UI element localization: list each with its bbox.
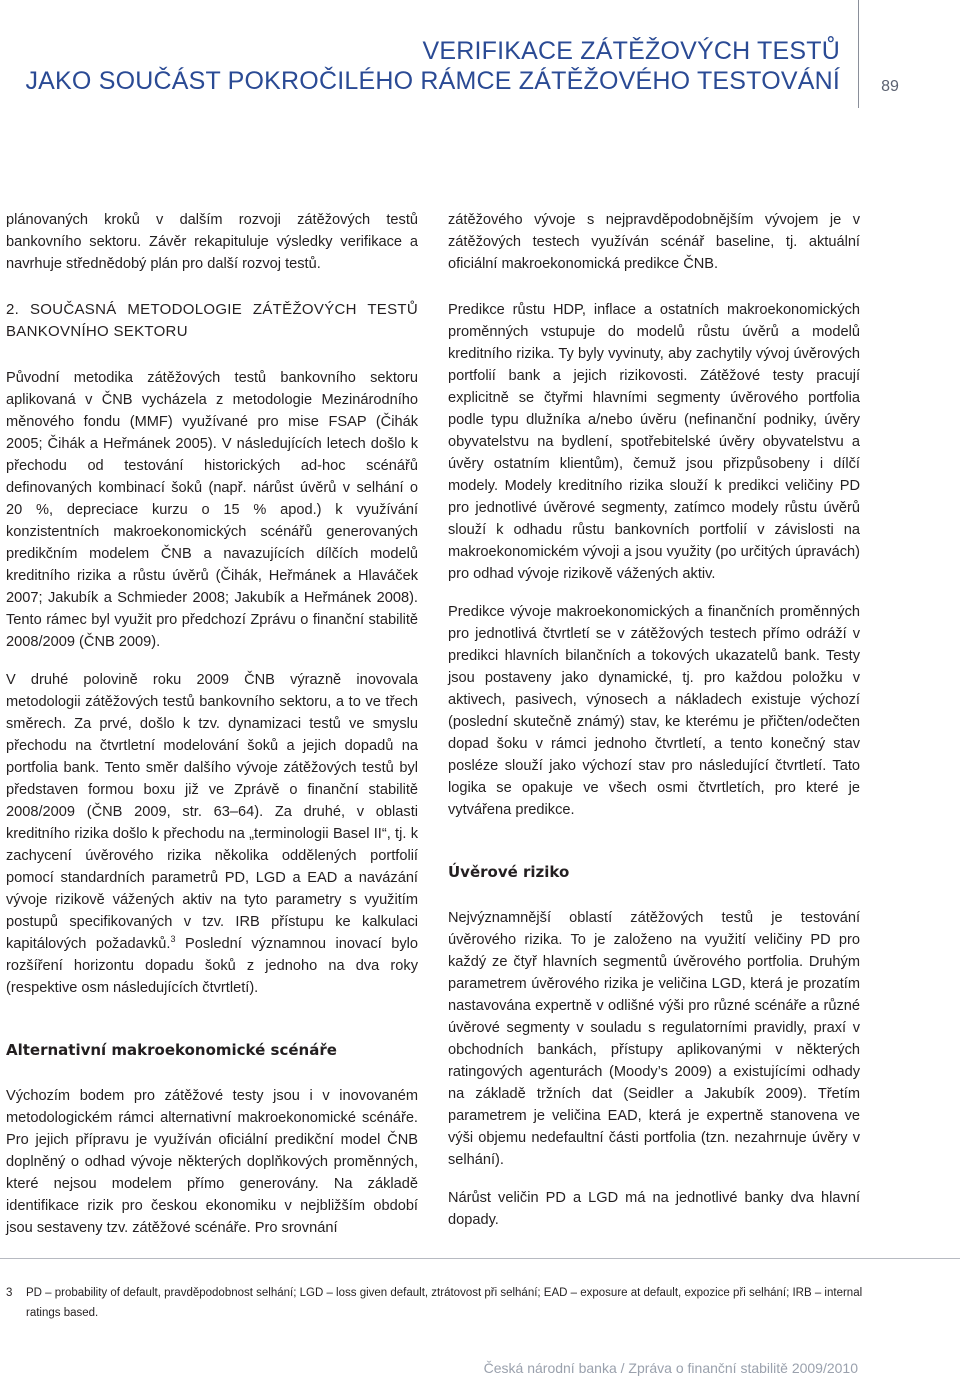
subheading-credit-risk: Úvěrové riziko xyxy=(448,863,570,881)
footnote-text: PD – probability of default, pravděpodobnost selhání; LGD – loss given default, ztrátovost při selhání; EAD – exposure at default, expozice při selhání; IRB – internal ratings based. xyxy=(26,1287,863,1319)
footnote-reference[interactable]: 3 xyxy=(170,934,176,945)
methodology-paragraph-2-text-a: V druhé polovině roku 2009 ČNB výrazně inovovala metodologii zátěžových testů bankovního sektoru, a to ve třech směrech. Za prvé, došlo k tzv. dynamizaci testů ve smyslu přechodu na čtvrtletní modelování šoků a jejich dopadů na portfolia bank. Tento směr dalšího vývoje zátěžových testů byl představen formou boxu již ve Zprávě o finanční stabilitě 2008/2009 (ČNB 2009, str. 63–64). Za druhé, v oblasti kreditního rizika došlo k přechodu na „terminologii Basel II“, tj. k zachycení úvěrového rizika několika oddělených portfolií pomocí standardních parametrů PD, LGD a EAD a navázání vývoje rizikově vážených aktiv na tyto parametry s využitím postupů specifikovaných v tzv. IRB přístupu ke kalkulaci kapitálových požadavků. xyxy=(6,672,418,952)
macro-prediction-paragraph: Predikce růstu HDP, inflace a ostatních makroekonomických proměnných vstupuje do modelů růstu úvěrů a modelů kreditního rizika. Ty byly vyvinuty, aby zachytily vývoj úvěrových portfolií bank a jejich rizikovosti. Zátěžové testy pracují explicitně se čtyřmi hlavními segmenty úvěrového portfolia podle typu dlužníka a/nebo úvěru (nefinanční podniky, úvěry obyvatelstvu na bydlení, spotřebitelské úvěry obyvatelstvu a úvěry ostatním klientům), čemuž jsou přizpůsobeny i dílčí modely. Modely kreditního rizika slouží k predikci veličiny PD pro jednotlivé úvěrové segmenty, zatímco modely růstu úvěrů slouží k odhadu růstu bankovních portfolií v závislosti na makroekonomickém vývoji a jsou využity (po určitých úpravách) pro odhad vývoje rizikově vážených aktiv. xyxy=(448,302,860,582)
running-header-title xyxy=(25,36,840,96)
running-header-title-line-1: VERIFIKACE ZÁTĚŽOVÝCH TESTŮ xyxy=(422,37,840,65)
methodology-paragraph-2 xyxy=(6,669,418,999)
running-header xyxy=(0,0,960,110)
left-column xyxy=(6,209,418,1239)
methodology-paragraph-1: Původní metodika zátěžových testů bankovního sektoru aplikovaná v ČNB vycházela z metodologie Mezinárodního měnového fondu (MMF) využívané pro mise FSAP (Čihák 2005; Čihák a Heřmánek 2005). V následujících letech došlo k přechodu od testování historických ad-hoc scénářů definovaných kombinací šoků (např. nárůst úvěrů v selhání o 20 %, depreciace kurzu o 15 % apod.) k využívání konzistentních makroekonomických scénářů generovaných predikčním modelem ČNB a navazujících dílčích modelů kreditního rizika a růstu úvěrů (Čihák, Heřmánek a Hlaváček 2007; Jakubík a Schmieder 2008; Jakubík a Heřmánek 2008). Tento rámec byl využit pro předchozí Zprávu o finanční stabilitě 2008/2009 (ČNB 2009). xyxy=(6,370,418,650)
page-number: 89 xyxy=(881,78,899,95)
methodology-paragraph-2-text-b: Poslední významnou inovací bylo rozšíření horizontu dopadu šoků z jednoho na dva roky (respektive osm následujících čtvrtletí). xyxy=(6,936,419,996)
header-divider xyxy=(858,0,859,108)
subheading-alternative-scenarios: Alternativní makroekonomické scénáře xyxy=(6,1041,337,1059)
scenarios-paragraph: Výchozím bodem pro zátěžové testy jsou i v inovovaném metodologickém rámci alternativní makroekonomické scénáře. Pro jejich přípravu je využíván oficiální predikční model ČNB doplněný o odhad vývoje některých doplňkových proměnných, které nejsou modelem přímo generovány. Na základě identifikace rizik pro českou ekonomiku v nejbližším období jsou sestaveny tzv. zátěžové scénáře. Pro srovnání xyxy=(6,1088,418,1236)
credit-risk-paragraph: Nejvýznamnější oblastí zátěžových testů je testování úvěrového rizika. To je založeno na využití veličiny PD pro každý ze čtyř hlavních segmentů úvěrového portfolia. Druhým parametrem úvěrového rizika je veličina LGD, která je prozatím nastavována expertně v odlišné výši pro různé scénáře a různé úvěrové segmenty v souladu s regulatorními pravidly, praxí v obchodních bankách, přístupy aplikovanými v některých ratingových agenturách (Moody’s 2009) a existujícími odhady na základě tržních dat (Seidler a Jakubík 2009). Třetím parametrem je veličina EAD, která je expertně stanovena ve výši objemu nedefaultní části portfolia (tzn. nezahrnuje úvěry v selhání). xyxy=(448,910,860,1168)
page-footer: Česká národní banka / Zpráva o finanční stabilitě 2009/2010 xyxy=(483,1360,858,1376)
section-heading: 2. SOUČASNÁ METODOLOGIE ZÁTĚŽOVÝCH TESTŮ BANKOVNÍHO SEKTORU xyxy=(6,301,418,340)
left-intro-paragraph: plánovaných kroků v dalším rozvoji zátěžových testů bankovního sektoru. Závěr rekapituluje výsledky verifikace a navrhuje střednědobý plán pro další rozvoj testů. xyxy=(6,212,418,272)
running-header-title-line-2: JAKO SOUČÁST POKROČILÉHO RÁMCE ZÁTĚŽOVÉHO TESTOVÁNÍ xyxy=(25,67,840,95)
dynamic-tests-paragraph: Predikce vývoje makroekonomických a finančních proměnných pro jednotlivá čtvrtletí se v zátěžových testech přímo odráží v predikci hlavních bilančních a tokových ukazatelů bank. Testy jsou postaveny jako dynamické, tj. pro každou položku v aktivech, pasivech, výnosech a nákladech existuje výchozí (poslední skutečně známý) stav, ke kterému je přičten/odečten dopad šoku v rámci jednoho čtvrtletí, a tento konečný stav posléze slouží jako výchozí stav pro následující čtvrtletí. Tato logika se opakuje ve všech osmi čtvrtletích, pro které je vytvářena predikce. xyxy=(448,604,860,818)
footnote-number: 3 xyxy=(6,1287,13,1299)
impact-paragraph: Nárůst veličin PD a LGD má na jednotlivé banky dva hlavní dopady. xyxy=(448,1190,860,1228)
right-column xyxy=(448,209,860,1231)
footnote-divider xyxy=(0,1258,960,1259)
right-intro-paragraph: zátěžového vývoje s nejpravděpodobnějším vývojem je v zátěžových testech využíván scénář baseline, tj. aktuální oficiální makroekonomická predikce ČNB. xyxy=(448,212,860,272)
